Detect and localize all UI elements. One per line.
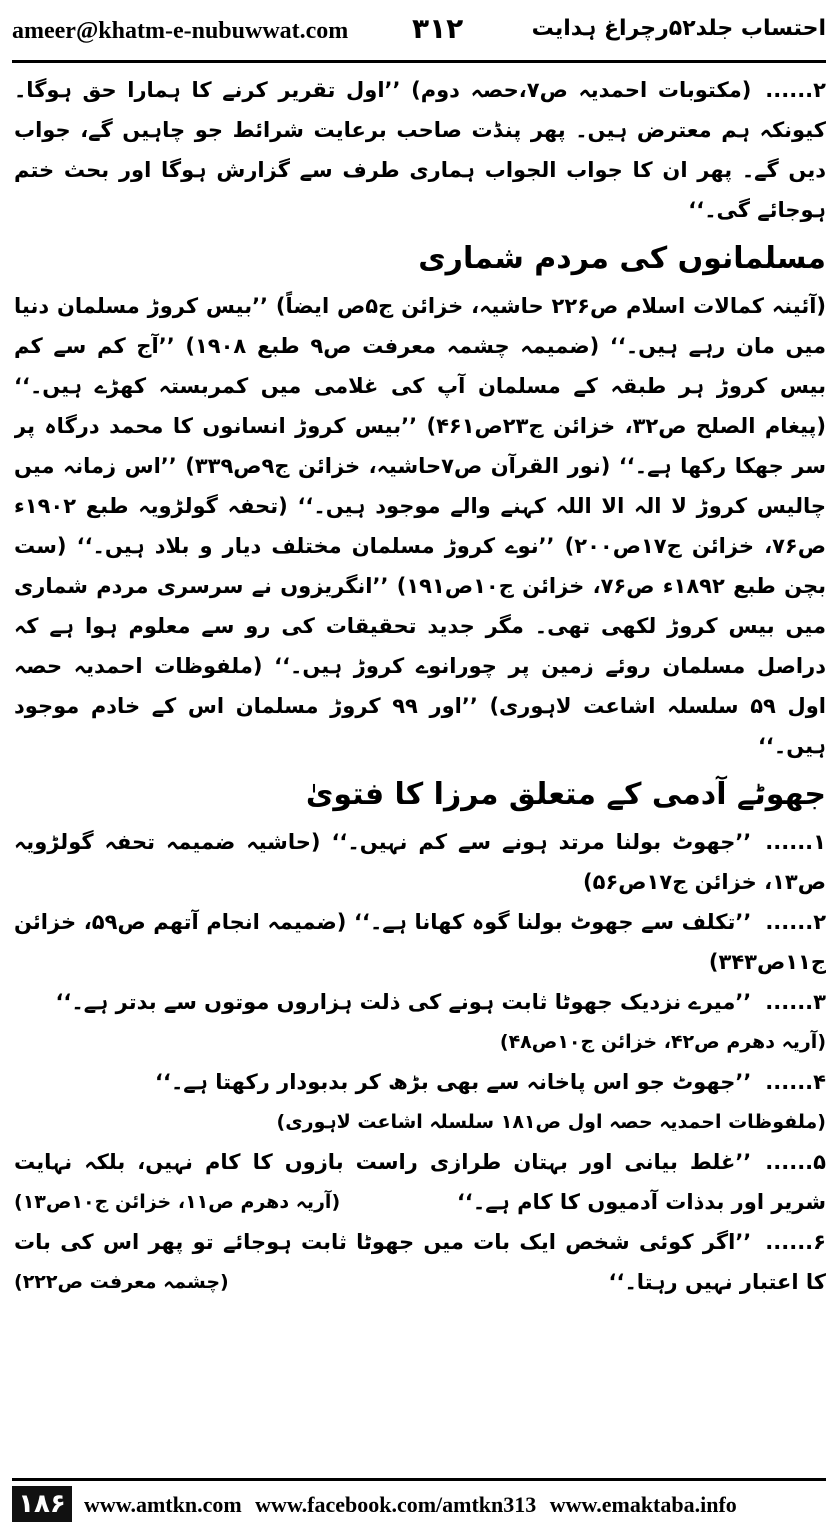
item-text: ’’تکلف سے جھوٹ بولنا گوہ کھانا ہے۔‘‘ (ضمیمہ انجام آتھم ص۵۹، خزائن ج۱۱ص۳۴۳) — [14, 910, 826, 974]
list-item-6 — [14, 1222, 826, 1302]
item-number: ۶...... — [765, 1230, 826, 1254]
list-item-3-reference: (آریہ دھرم ص۴۲، خزائن ج۱۰ص۴۸) — [499, 1031, 826, 1053]
item-number: ۲...... — [765, 910, 826, 934]
footer-links — [84, 1488, 826, 1522]
item-number: ۳...... — [765, 990, 826, 1014]
item-text: ’’غلط بیانی اور بہتان طرازی راست بازوں کا کام نہیں، بلکہ نہایت شریر اور بدذات آدمیوں کا کام ہے۔‘‘ — [14, 1150, 826, 1214]
header-email[interactable]: ameer@khatm-e-nubuwwat.com — [12, 18, 349, 44]
list-item-4 — [14, 1062, 826, 1102]
list-item-5 — [14, 1142, 826, 1222]
header-divider — [12, 60, 826, 63]
list-item-5-reference: (آریہ دھرم ص۱۱، خزائن ج۱۰ص۱۳) — [14, 1191, 341, 1213]
list-item-3 — [14, 982, 826, 1022]
header-page-number: ۳۱۲ — [412, 12, 464, 45]
item-text: ’’جھوٹ بولنا مرتد ہونے سے کم نہیں۔‘‘ (حاشیہ ضمیمہ تحفہ گولڑویہ ص۱۳، خزائن ج۱۷ص۵۶) — [14, 830, 826, 894]
footer-page-number: ۱۸۶ — [12, 1486, 72, 1522]
footer-link-facebook[interactable]: www.facebook.com/amtkn313 — [255, 1492, 537, 1517]
item-number: ۱...... — [765, 830, 826, 854]
list-item-1 — [14, 822, 826, 902]
section-heading-census: مسلمانوں کی مردم شماری — [418, 241, 826, 276]
page-header — [12, 10, 826, 56]
item-text: ’’جھوٹ جو اس پاخانہ سے بھی بڑھ کر بدبودار رکھتا ہے۔‘‘ — [155, 1070, 752, 1094]
page-footer — [12, 1478, 826, 1524]
footer-divider — [12, 1478, 826, 1481]
item-text: ’’اگر کوئی شخص ایک بات میں جھوٹا ثابت ہوجائے تو پھر اس کی بات کا اعتبار نہیں رہتا۔‘‘ — [14, 1230, 826, 1294]
item-text: ’’میرے نزدیک جھوٹا ثابت ہونے کی ذلت ہزاروں موتوں سے بدتر ہے۔‘‘ — [55, 990, 752, 1014]
list-item-6-reference: (چشمہ معرفت ص۲۲۲) — [14, 1271, 229, 1293]
section-heading-fatwa: جھوٹے آدمی کے متعلق مرزا کا فتویٰ — [305, 777, 826, 812]
list-item-2 — [14, 902, 826, 982]
item-number: ۴...... — [765, 1070, 826, 1094]
paragraph-text: (مکتوبات احمدیہ ص۷،حصہ دوم) ’’اول تقریر کرنے کا ہمارا حق ہوگا۔ کیونکہ ہم معترض ہیں۔ پھر پنڈت صاحب برعایت شرائط جو چاہیں گے، جواب دیں گے۔ پھر ان کا جواب الجواب ہماری طرف سے گزارش ہوگا اور بحث ختم ہوجائے گی۔‘‘ — [14, 78, 826, 222]
item-number: ۵...... — [765, 1150, 826, 1174]
list-item-4-reference: (ملفوظات احمدیہ حصہ اول ص۱۸۱ سلسلہ اشاعت لاہوری) — [276, 1111, 826, 1133]
page-body — [14, 70, 826, 1462]
paragraph-1 — [14, 70, 826, 230]
header-running-title: احتساب جلد۵۲رچراغ ہدایت — [531, 16, 826, 41]
footer-link-emaktaba[interactable]: www.emaktaba.info — [549, 1492, 737, 1517]
paragraph-2: (آئینہ کمالات اسلام ص۲۲۶ حاشیہ، خزائن ج۵ص ایضاً) ’’بیس کروڑ مسلمان دنیا میں مان رہے ہیں۔‘‘ (ضمیمہ چشمہ معرفت ص۹ طبع ۱۹۰۸) ’’آج کم سے کم بیس کروڑ ہر طبقہ کے مسلمان آپ کی غلامی میں کمربستہ کھڑے ہیں۔‘‘ (پیغام الصلح ص۳۲، خزائن ج۲۳ص۴۶۱) ’’بیس کروڑ انسانوں کا محمد درگاہ پر سر جھکا رکھا ہے۔‘‘ (نور القرآن ص۷حاشیہ، خزائن ج۹ص۳۳۹) ’’اس زمانہ میں چالیس کروڑ لا الہ الا اللہ کہنے والے موجود ہیں۔‘‘ (تحفہ گولڑویہ طبع ۱۹۰۲ء ص۷۶، خزائن ج۱۷ص۲۰۰) ’’نوے کروڑ مسلمان مختلف دیار و بلاد ہیں۔‘‘ (ست بچن طبع ۱۸۹۲ء ص۷۶، خزائن ج۱۰ص۱۹۱) ’’انگریزوں نے سرسری مردم شماری میں بیس کروڑ لکھی تھی۔ مگر جدید تحقیقات کی رو سے معلوم ہوا ہے کہ دراصل مسلمان روئے زمین پر چورانوے کروڑ ہیں۔‘‘ (ملفوظات احمدیہ حصہ اول ۵۹ سلسلہ اشاعت لاہوری) ’’اور ۹۹ کروڑ مسلمان اس کے خادم موجود ہیں۔‘‘ — [14, 294, 826, 758]
item-number: ۲...... — [765, 78, 826, 102]
footer-link-website[interactable]: www.amtkn.com — [84, 1492, 242, 1517]
